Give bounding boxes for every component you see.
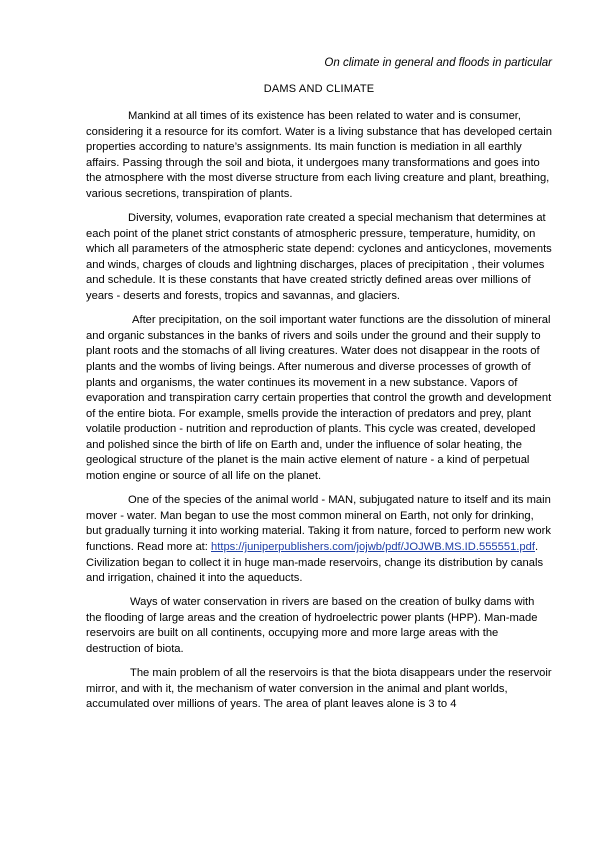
paragraph-4-text-after: . Civilization began to collect it in huge man-made reservoirs, change its distribution by canals and irrigation, chained it into the aqueducts. xyxy=(86,540,544,585)
paragraph-4-text-before: One of the species of the animal world - MAN, subjugated nature to itself and its main mover - water. Man began to use the most common mineral on Earth, not only for drinking, but gradually turning it into working material. Taking it from nature, forced to perform new work functions. Read more at: xyxy=(86,494,551,553)
paragraph-5: Ways of water conservation in rivers are based on the creation of bulky dams with the flooding of large areas and the creation of hydroelectric power plants (HPP). Man-made reservoirs are built on all continents, occupying more and more large areas with the destruction of biota. xyxy=(86,596,538,655)
paragraph-4 xyxy=(86,493,552,587)
document-body xyxy=(86,109,552,721)
article-link[interactable]: https://juniperpublishers.com/jojwb/pdf/JOJWB.MS.ID.555551.pdf xyxy=(211,540,535,553)
document-title: DAMS AND CLIMATE xyxy=(263,83,375,95)
paragraph-6: The main problem of all the reservoirs is that the biota disappears under the reservoir mirror, and with it, the mechanism of water conversion in the animal and plant worlds, accumulated over millions of years. The area of plant leaves alone is 3 to 4 xyxy=(86,667,552,711)
paragraph-2: Diversity, volumes, evaporation rate created a special mechanism that determines at each point of the planet strict constants of atmospheric pressure, temperature, humidity, on which all parameters of the atmospheric state depend: cyclones and anticyclones, movements and winds, charges of clouds and lightning discharges, places of precipitation , their volumes and schedule. It is these constants that have created strictly defined areas over millions of years - deserts and forests, tropics and savannas, and glaciers. xyxy=(86,212,552,303)
paragraph-3: After precipitation, on the soil important water functions are the dissolution of mineral and organic substances in the banks of rivers and soils under the ground and their supply to plant roots and the stomachs of all living creatures. Water does not disappear in the roots of plants and the wombs of living beings. After numerous and diverse processes of growth of plants and organisms, the water continues its movement in a new substance. Vapors of evaporation and transpiration carry certain properties that control the growth and development of the entire biota. For example, smells provide the interaction of predators and prey, plant volatile production - nutrition and reproduction of plants. This cycle was created, developed and polished since the birth of life on Earth and, under the influence of solar heating, the geological structure of the planet is the main active element of nature - a kind of perpetual motion engine or source of all life on the planet. xyxy=(86,314,552,483)
paragraph-1: Mankind at all times of its existence has been related to water and is consumer, considering it a resource for its comfort. Water is a living substance that has developed certain properties according to nature’s assignments. Its main function is mediation in all earthly affairs. Passing through the soil and biota, it undergoes many transformations and goes into the atmosphere with the most diverse structure from each living creature and plant, breathing, various secretions, transpiration of plants. xyxy=(86,110,552,200)
document-subtitle: On climate in general and floods in particular xyxy=(324,57,552,69)
